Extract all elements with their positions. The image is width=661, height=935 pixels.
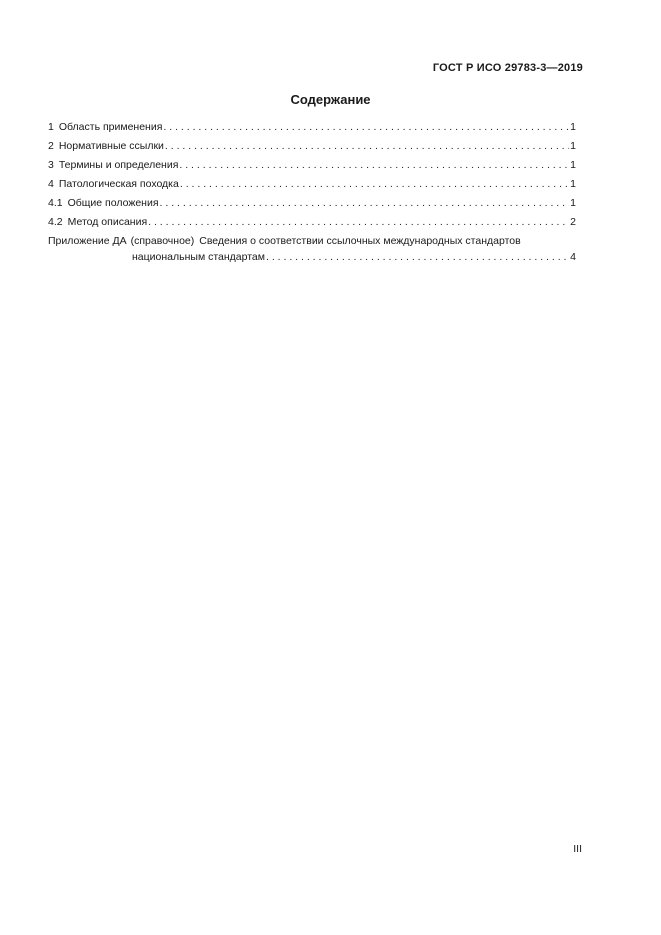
toc-entry-label: Область применения: [58, 121, 163, 133]
toc-entry-4[interactable]: [48, 178, 576, 197]
toc-entry-number: 3: [48, 159, 54, 171]
appendix-kind: (справочное): [130, 235, 195, 247]
toc-entry-4-1[interactable]: [48, 197, 576, 216]
toc-entry-number: 4.2: [48, 216, 63, 228]
toc-entry-page: 1: [570, 178, 576, 190]
toc-entry-1[interactable]: [48, 121, 576, 140]
toc-leader-dots: [165, 140, 569, 152]
document-code: ГОСТ Р ИСО 29783-3—2019: [432, 62, 583, 74]
toc-entry-label: Термины и определения: [58, 159, 179, 171]
appendix-heading-line: [48, 235, 576, 251]
appendix-prefix: Приложение ДА: [48, 235, 127, 247]
appendix-page: 4: [570, 251, 576, 263]
toc-entry-label: Общие положения: [67, 197, 159, 209]
toc-entry-label: Метод описания: [67, 216, 148, 228]
toc-entry-appendix[interactable]: [48, 235, 576, 270]
page-number: III: [573, 843, 582, 855]
toc-entry-number: 2: [48, 140, 54, 152]
toc-entry-4-2[interactable]: [48, 216, 576, 235]
toc-entry-page: 2: [570, 216, 576, 228]
toc-title: Содержание: [290, 92, 371, 107]
toc-entry-label: Патологическая походка: [58, 178, 179, 190]
appendix-title-line1: Сведения о соответствии ссылочных международных стандартов: [199, 235, 521, 247]
toc-leader-dots: [163, 121, 569, 133]
toc-entry-2[interactable]: [48, 140, 576, 159]
toc-entry-page: 1: [570, 197, 576, 209]
toc-leader-dots: [148, 216, 569, 228]
toc-entry-page: 1: [570, 140, 576, 152]
appendix-continuation-line: [48, 251, 576, 270]
toc-leader-dots: [266, 251, 569, 263]
appendix-title-line2: национальным стандартам: [132, 251, 265, 263]
toc-entry-page: 1: [570, 159, 576, 171]
toc-entry-number: 4.1: [48, 197, 63, 209]
toc-entry-number: 4: [48, 178, 54, 190]
toc-entry-page: 1: [570, 121, 576, 133]
toc-leader-dots: [180, 178, 569, 190]
table-of-contents: [48, 121, 576, 270]
toc-entry-number: 1: [48, 121, 54, 133]
toc-entry-label: Нормативные ссылки: [58, 140, 164, 152]
toc-leader-dots: [160, 197, 570, 209]
toc-entry-3[interactable]: [48, 159, 576, 178]
toc-leader-dots: [179, 159, 569, 171]
